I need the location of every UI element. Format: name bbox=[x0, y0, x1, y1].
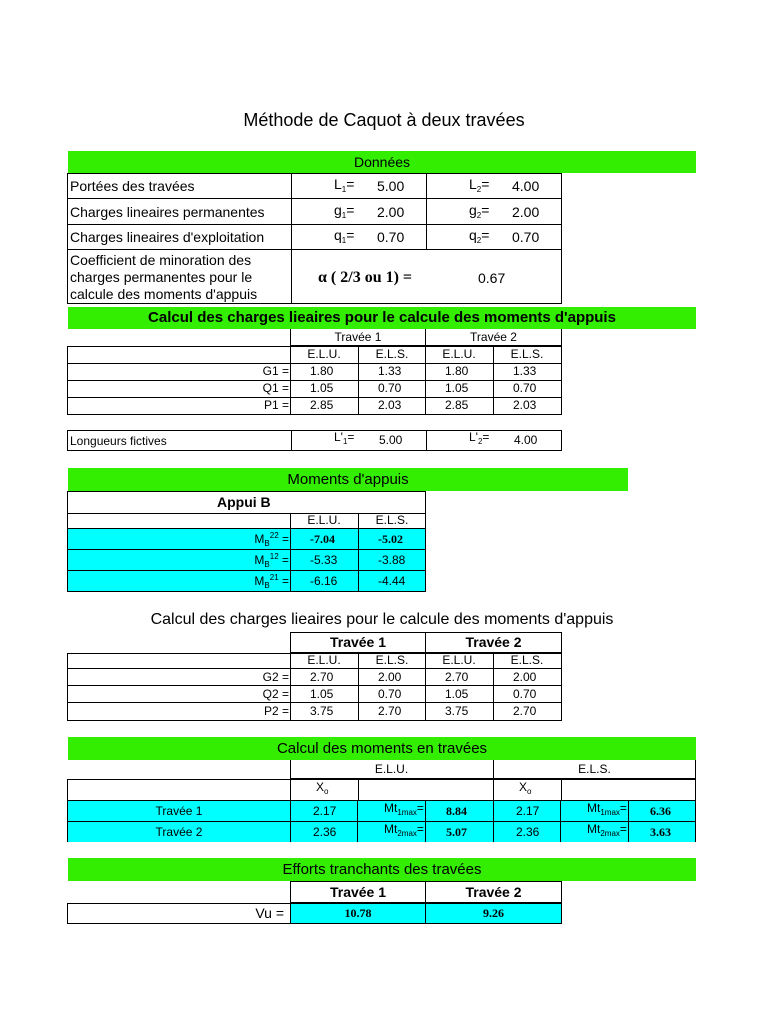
mt-elu-value: 5.07 bbox=[446, 825, 467, 839]
mt-elu-symbol: $Mt_{2max}=$ bbox=[384, 822, 424, 838]
g2-symbol: $g_2=$ bbox=[469, 202, 490, 220]
coefficient-label-line2: charges permanentes pour le bbox=[70, 269, 253, 285]
l2-value: 4.00 bbox=[512, 178, 540, 194]
charges2-elu-1: E.L.U. bbox=[307, 653, 341, 667]
charges1-cell: 2.85 bbox=[310, 398, 334, 412]
mt-elu-symbol: $Mt_{1max}=$ bbox=[384, 801, 424, 817]
charges1-cell: 2.03 bbox=[513, 398, 537, 412]
charges2-cell: 2.70 bbox=[445, 670, 469, 684]
charges1-cell: 1.80 bbox=[310, 364, 334, 378]
appuis-elu: E.L.U. bbox=[307, 513, 341, 527]
mt-els-symbol: $Mt_{2max}=$ bbox=[587, 822, 627, 838]
charges1-cell: 1.33 bbox=[378, 364, 402, 378]
charges2-row-label: G2 = bbox=[262, 670, 289, 684]
q2-value: 0.70 bbox=[512, 229, 540, 245]
l2-prime-value: 4.00 bbox=[514, 433, 538, 447]
charges1-cell: 1.80 bbox=[445, 364, 469, 378]
efforts-travee1: Travée 1 bbox=[329, 884, 387, 900]
moments-travees-header: Calcul des moments en travées bbox=[68, 737, 696, 760]
charges1-cell: 2.85 bbox=[445, 398, 469, 412]
charges2-els-2: E.L.S. bbox=[510, 653, 544, 667]
coefficient-label-line3: calcule des moments d'appuis bbox=[70, 286, 258, 302]
moment-appui-elu: -7.04 bbox=[310, 532, 335, 546]
l2-symbol: $L_2=$ bbox=[469, 176, 490, 194]
g1-symbol: $g_1=$ bbox=[334, 202, 355, 220]
appui-b-label: Appui B bbox=[217, 494, 271, 510]
portees-label: Portées des travées bbox=[70, 178, 195, 194]
charges2-travee2: Travée 2 bbox=[465, 634, 522, 650]
moment-appui-symbol: $M_B^{21}$ = bbox=[254, 573, 289, 590]
moment-appui-symbol: $M_B^{22}$ = bbox=[254, 531, 289, 548]
alpha-label: α ( 2/3 ou 1) = bbox=[318, 269, 413, 286]
efforts-travee2: Travée 2 bbox=[465, 884, 522, 900]
charges1-row-label: P1 = bbox=[263, 398, 289, 412]
q1-value: 0.70 bbox=[377, 229, 405, 245]
charges-exploitation-label: Charges lineaires d'exploitation bbox=[70, 229, 265, 245]
alpha-value: 0.67 bbox=[478, 270, 506, 286]
charges1-elu-1: E.L.U. bbox=[307, 347, 341, 361]
x0-els-value: 2.36 bbox=[516, 825, 540, 839]
vu-travee2: 9.26 bbox=[483, 906, 504, 920]
charges1-travee1: Travée 1 bbox=[334, 330, 382, 344]
charges1-cell: 2.03 bbox=[378, 398, 402, 412]
x0-elu-label: $X_o$ bbox=[316, 780, 329, 796]
mt-elu-value: 8.84 bbox=[446, 804, 467, 818]
l1-symbol: $L_1=$ bbox=[334, 176, 355, 194]
charges1-cell: 0.70 bbox=[378, 381, 402, 395]
charges2-cell: 3.75 bbox=[310, 704, 334, 718]
charges2-cell: 3.75 bbox=[445, 704, 469, 718]
moment-appui-els: -3.88 bbox=[378, 553, 406, 567]
moment-appui-symbol: $M_B^{12}$ = bbox=[254, 552, 289, 569]
moments-appuis-header: Moments d'appuis bbox=[68, 468, 628, 491]
l2-prime-symbol: $L'_2=$ bbox=[469, 430, 490, 446]
x0-els-value: 2.17 bbox=[516, 804, 540, 818]
charges1-row-label: Q1 = bbox=[262, 381, 289, 395]
mt-els-symbol: $Mt_{1max}=$ bbox=[587, 801, 627, 817]
coefficient-label-line1: Coefficient de minoration des bbox=[70, 252, 252, 268]
travees-els: E.L.S. bbox=[578, 762, 611, 776]
charges2-cell: 0.70 bbox=[513, 687, 537, 701]
charges-permanentes-label: Charges lineaires permanentes bbox=[70, 204, 265, 220]
vu-label: Vu = bbox=[255, 905, 284, 921]
charges2-row-label: Q2 = bbox=[262, 687, 289, 701]
charges1-header: Calcul des charges lieaires pour le calcule des moments d'appuis bbox=[68, 307, 696, 329]
x0-elu-value: 2.36 bbox=[313, 825, 337, 839]
x0-elu-value: 2.17 bbox=[313, 804, 337, 818]
x0-els-label: $X_o$ bbox=[519, 780, 532, 796]
appuis-els: E.L.S. bbox=[375, 513, 409, 527]
l1-prime-value: 5.00 bbox=[379, 433, 403, 447]
q1-symbol: $q_1=$ bbox=[334, 227, 355, 245]
charges1-cell: 0.70 bbox=[513, 381, 537, 395]
q2-symbol: $q_2=$ bbox=[469, 227, 490, 245]
longueurs-fictives-label: Longueurs fictives bbox=[70, 434, 167, 448]
charges2-cell: 1.05 bbox=[310, 687, 334, 701]
charges1-els-1: E.L.S. bbox=[375, 347, 409, 361]
mt-els-value: 6.36 bbox=[650, 804, 671, 818]
charges1-elu-2: E.L.U. bbox=[442, 347, 476, 361]
page-title: Méthode de Caquot à deux travées bbox=[243, 110, 525, 130]
charges1-travee2: Travée 2 bbox=[470, 330, 517, 344]
charges1-row-label: G1 = bbox=[262, 364, 289, 378]
moment-appui-elu: -5.33 bbox=[310, 553, 338, 567]
charges2-cell: 2.70 bbox=[513, 704, 537, 718]
charges2-row-label: P2 = bbox=[263, 704, 289, 718]
charges2-elu-2: E.L.U. bbox=[442, 653, 476, 667]
moment-appui-elu: -6.16 bbox=[310, 574, 338, 588]
charges2-cell: 2.70 bbox=[378, 704, 402, 718]
travees-elu: E.L.U. bbox=[374, 762, 409, 776]
efforts-header: Efforts tranchants des travées bbox=[68, 858, 696, 881]
charges1-cell: 1.05 bbox=[445, 381, 469, 395]
charges2-cell: 0.70 bbox=[378, 687, 402, 701]
charges2-header: Calcul des charges lieaires pour le calcule des moments d'appuis bbox=[150, 611, 614, 628]
charges1-els-2: E.L.S. bbox=[510, 347, 544, 361]
g2-value: 2.00 bbox=[512, 204, 540, 220]
travee-label: Travée 2 bbox=[155, 825, 203, 839]
charges2-cell: 1.05 bbox=[445, 687, 469, 701]
charges2-cell: 2.00 bbox=[513, 670, 537, 684]
charges2-cell: 2.70 bbox=[310, 670, 334, 684]
travee-label: Travée 1 bbox=[155, 804, 203, 818]
l1-prime-symbol: $L'_1=$ bbox=[334, 430, 355, 446]
charges1-cell: 1.05 bbox=[310, 381, 334, 395]
g1-value: 2.00 bbox=[377, 204, 405, 220]
l1-value: 5.00 bbox=[377, 178, 405, 194]
vu-travee1: 10.78 bbox=[344, 906, 372, 920]
moment-appui-els: -4.44 bbox=[378, 574, 406, 588]
mt-els-value: 3.63 bbox=[650, 825, 671, 839]
charges2-cell: 2.00 bbox=[378, 670, 402, 684]
charges2-els-1: E.L.S. bbox=[375, 653, 409, 667]
moment-appui-els: -5.02 bbox=[378, 532, 403, 546]
donnees-header: Données bbox=[68, 151, 696, 173]
charges1-cell: 1.33 bbox=[513, 364, 537, 378]
charges2-travee1: Travée 1 bbox=[329, 634, 387, 650]
